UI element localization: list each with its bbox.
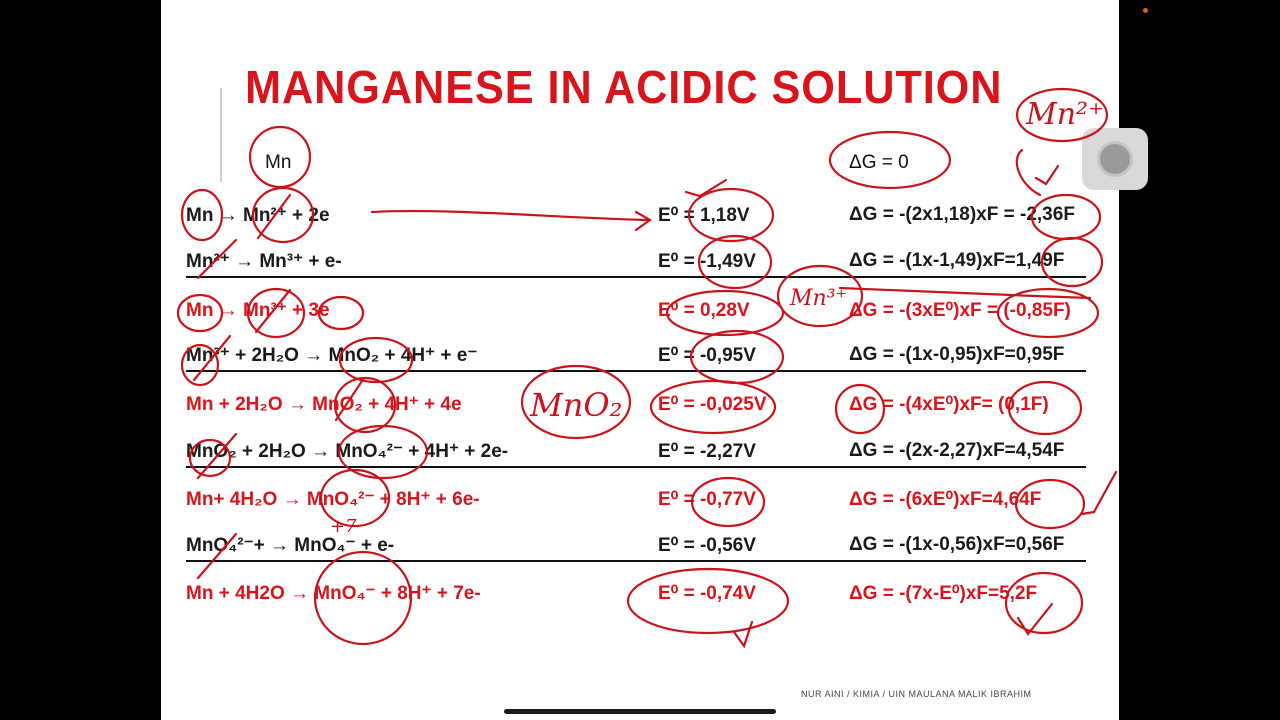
assistive-touch-button[interactable] (1082, 128, 1148, 190)
table-row (186, 246, 1086, 278)
ink-text-mn3plus: Mn³⁺ (790, 286, 848, 311)
ink-text-seven: +7 (330, 516, 357, 537)
potential-cell: E⁰ = -0,77V (658, 489, 756, 510)
table-row (186, 484, 1086, 514)
delta-g-zero-label: ΔG = 0 (849, 152, 909, 173)
footer-credit: NUR AINI / KIMIA / UIN MAULANA MALIK IBRAHIM (801, 689, 1032, 699)
potential-cell: E⁰ = 1,18V (658, 205, 750, 226)
ink-text-mn2plus: Mn²⁺ (1026, 97, 1104, 132)
potential-cell: E⁰ = -0,025V (658, 394, 767, 415)
potential-cell: E⁰ = -0,56V (658, 535, 756, 556)
slide-title: MANGANESE IN ACIDIC SOLUTION (245, 61, 1003, 113)
table-row (186, 200, 1086, 230)
potential-cell: E⁰ = -0,74V (658, 583, 756, 604)
gibbs-cell: ΔG = -(3xE⁰)xF = (-0,85F) (849, 300, 1071, 321)
table-row (186, 340, 1086, 372)
reaction-cell: Mn + 4H2O → MnO₄⁻ + 8H⁺ + 7e- (186, 583, 481, 604)
gibbs-cell: ΔG = -(1x-0,95)xF=0,95F (849, 344, 1065, 365)
potential-cell: E⁰ = -1,49V (658, 251, 756, 272)
potential-cell: E⁰ = -2,27V (658, 441, 756, 462)
potential-cell: E⁰ = 0,28V (658, 300, 750, 321)
gibbs-cell: ΔG = -(6xE⁰)xF=4,64F (849, 489, 1042, 510)
table-row (186, 295, 1086, 325)
reaction-cell: MnO₄²⁻+ → MnO₄⁻ + e- (186, 535, 395, 556)
slide (161, 0, 1119, 720)
gibbs-cell: ΔG = -(4xE⁰)xF= (0,1F) (849, 394, 1049, 415)
gibbs-cell: ΔG = -(2x1,18)xF = -2,36F (849, 204, 1075, 225)
gibbs-cell: ΔG = -(1x-0,56)xF=0,56F (849, 534, 1065, 555)
assistive-touch-icon (1097, 141, 1133, 177)
slide-divider (220, 88, 222, 182)
reaction-cell: Mn + 2H₂O → MnO₂ + 4H⁺ + 4e (186, 394, 462, 415)
table-row (186, 530, 1086, 562)
home-indicator[interactable] (504, 709, 776, 714)
table-row (186, 436, 1086, 468)
reaction-cell: Mn²⁺ → Mn³⁺ + e- (186, 251, 342, 272)
reaction-cell: Mn+ 4H₂O → MnO₄²⁻ + 8H⁺ + 6e- (186, 489, 480, 510)
reaction-cell: Mn³⁺ + 2H₂O → MnO₂ + 4H⁺ + e⁻ (186, 345, 478, 366)
gibbs-cell: ΔG = -(1x-1,49)xF=1,49F (849, 250, 1065, 271)
gibbs-cell: ΔG = -(2x-2,27)xF=4,54F (849, 440, 1065, 461)
reaction-cell: MnO₂ + 2H₂O → MnO₄²⁻ + 4H⁺ + 2e- (186, 441, 509, 462)
gibbs-cell: ΔG = -(7x-E⁰)xF=5,2F (849, 583, 1038, 604)
reaction-cell: Mn → Mn³⁺ + 3e (186, 300, 330, 321)
mn-label: Mn (265, 152, 292, 173)
camera-indicator (1143, 8, 1148, 13)
table-row (186, 389, 1086, 419)
potential-cell: E⁰ = -0,95V (658, 345, 756, 366)
reaction-cell: Mn → Mn²⁺ + 2e (186, 205, 330, 226)
ink-text-mno2: MnO₂ (530, 386, 623, 424)
table-row (186, 578, 1086, 608)
